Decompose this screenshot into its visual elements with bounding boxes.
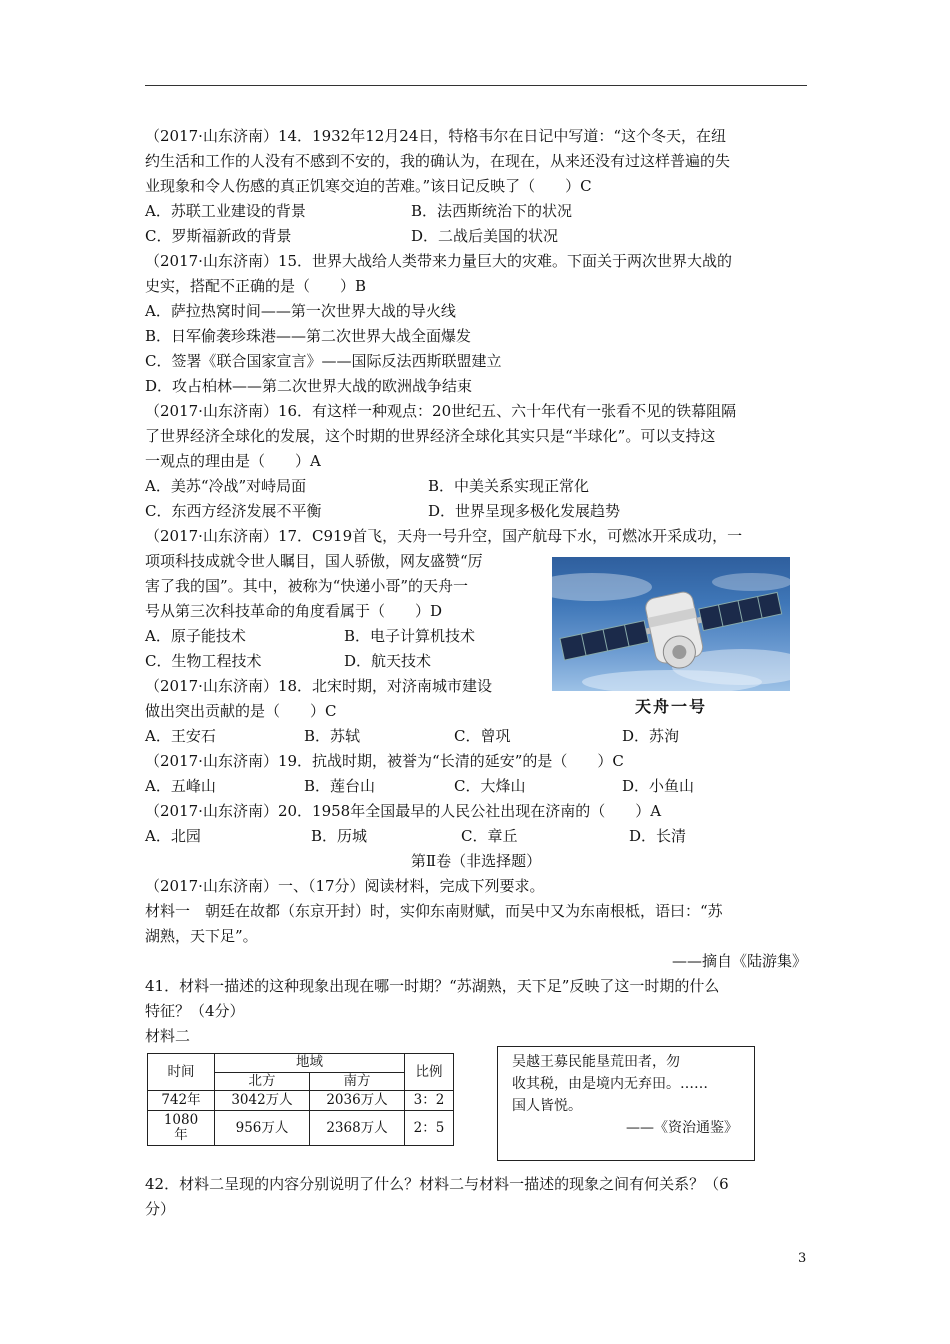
quote-source: ——《资治通鉴》 (626, 1120, 738, 1136)
table-cell-time: 742年 (148, 1091, 215, 1111)
q42-line1: 42．材料二呈现的内容分别说明了什么？材料二与材料一描述的现象之间有何关系？（6 (145, 1175, 729, 1193)
q17-stem-line3: 害了我的国”。其中，被称为“快递小哥”的天舟一 (145, 577, 469, 595)
q18-option-a: A．王安石 (145, 727, 216, 745)
q18-option-d: D．苏洵 (622, 727, 680, 745)
table-cell-ratio: 3：2 (405, 1091, 454, 1111)
table-cell-time-a: 1080 (163, 1112, 199, 1128)
q14-option-a: A．苏联工业建设的背景 (145, 202, 306, 220)
q15-option-c: C．签署《联合国家宣言》——国际反法西斯联盟建立 (145, 352, 502, 370)
q17-option-d: D．航天技术 (344, 652, 432, 670)
table-cell-time-b: 年 (174, 1127, 188, 1143)
q16-stem-line3: 一观点的理由是（ ）A (145, 452, 321, 470)
q14-stem-line1: （2017·山东济南）14．1932年12月24日，特格韦尔在日记中写道：“这个冬天，在纽 (145, 127, 727, 145)
q19-option-b: B．莲台山 (304, 777, 376, 795)
q15-option-d: D．攻占柏林——第二次世界大战的欧洲战争结束 (145, 377, 473, 395)
q16-option-a: A．美苏“冷战”对峙局面 (145, 477, 307, 495)
q19-stem-line1: （2017·山东济南）19．抗战时期，被誉为“长清的延安”的是（ ）C (145, 752, 624, 770)
q16-option-c: C．东西方经济发展不平衡 (145, 502, 322, 520)
q20-option-c: C．章丘 (461, 827, 518, 845)
table-header-time: 时间 (148, 1054, 215, 1091)
table-cell-north: 956万人 (215, 1111, 310, 1146)
q14-stem-line2: 约生活和工作的人没有不感到不安的，我的确认为，在现在，从来还没有过这样普遍的失 (145, 152, 731, 170)
q17-option-a: A．原子能技术 (145, 627, 246, 645)
q41-line1: 41．材料一描述的这种现象出现在哪一时期？“苏湖熟，天下足”反映了这一时期的什么 (145, 977, 720, 995)
table-row (148, 1091, 454, 1111)
q15-stem-line1: （2017·山东济南）15．世界大战给人类带来力量巨大的灾难。下面关于两次世界大战的 (145, 252, 733, 270)
part2-heading: 第Ⅱ卷（非选择题） (410, 852, 542, 870)
q20-option-d: D．长清 (629, 827, 687, 845)
q15-option-a: A．萨拉热窝时间——第一次世界大战的导火线 (145, 302, 456, 320)
q19-option-d: D．小鱼山 (622, 777, 695, 795)
quote-line1: 吴越王募民能垦荒田者，勿 (512, 1054, 680, 1070)
quote-box (497, 1046, 755, 1161)
section1-heading: （2017·山东济南）一、（17分）阅读材料，完成下列要求。 (145, 877, 545, 895)
q18-option-c: C．曾巩 (454, 727, 511, 745)
material1-line2: 湖熟，天下足”。 (145, 927, 258, 945)
material1-line1: 材料一 朝廷在故都（东京开封）时，实仰东南财赋，而吴中又为东南根柢，语曰：“苏 (145, 902, 723, 920)
q16-stem-line1: （2017·山东济南）16．有这样一种观点：20世纪五、六十年代有一张看不见的铁幕阻隔 (145, 402, 737, 420)
table-cell-time (148, 1111, 215, 1146)
population-table (147, 1053, 454, 1146)
q17-stem-line4: 号从第三次科技革命的角度看属于（ ）D (145, 602, 443, 620)
satellite-icon (552, 557, 790, 691)
q41-line2: 特征？（4分） (145, 1002, 245, 1020)
quote-line3: 国人皆悦。 (512, 1098, 582, 1114)
q20-stem-line1: （2017·山东济南）20．1958年全国最早的人民公社出现在济南的（ ）A (145, 802, 662, 820)
q19-option-a: A．五峰山 (145, 777, 216, 795)
q17-stem-line1: （2017·山东济南）17．C919首飞，天舟一号升空，国产航母下水，可燃冰开采成功，一 (145, 527, 743, 545)
table-header-ratio: 比例 (405, 1054, 454, 1091)
tianzhou-satellite-image (552, 557, 790, 691)
page-number: 3 (798, 1251, 807, 1266)
q20-option-b: B．历城 (311, 827, 368, 845)
q15-option-b: B．日军偷袭珍珠港——第二次世界大战全面爆发 (145, 327, 472, 345)
header-rule (145, 85, 807, 86)
q19-option-c: C．大烽山 (454, 777, 526, 795)
q14-stem-line3: 业现象和令人伤感的真正饥寒交迫的苦难。”该日记反映了（ ）C (145, 177, 592, 195)
q17-stem-line2: 项项科技成就令世人瞩目，国人骄傲，网友盛赞“厉 (145, 552, 483, 570)
q14-option-c: C．罗斯福新政的背景 (145, 227, 292, 245)
q16-option-d: D．世界呈现多极化发展趋势 (428, 502, 621, 520)
table-header-south: 南方 (310, 1072, 405, 1091)
image-caption: 天舟一号 (634, 697, 707, 716)
q17-option-b: B．电子计算机技术 (344, 627, 476, 645)
quote-line2: 收其税，由是境内无弃田。…… (512, 1076, 708, 1092)
q14-option-b: B．法西斯统治下的状况 (411, 202, 573, 220)
material2-label: 材料二 (145, 1027, 191, 1045)
material1-source: ——摘自《陆游集》 (671, 952, 807, 970)
q16-stem-line2: 了世界经济全球化的发展，这个时期的世界经济全球化其实只是“半球化”。可以支持这 (145, 427, 716, 445)
table-cell-south: 2368万人 (310, 1111, 405, 1146)
table-cell-ratio: 2：5 (405, 1111, 454, 1146)
q18-option-b: B．苏轼 (304, 727, 361, 745)
q20-option-a: A．北园 (145, 827, 201, 845)
table-row (148, 1111, 454, 1146)
q17-option-c: C．生物工程技术 (145, 652, 262, 670)
table-cell-south: 2036万人 (310, 1091, 405, 1111)
q18-stem-line1: （2017·山东济南）18．北宋时期，对济南城市建设 (145, 677, 493, 695)
q14-option-d: D．二战后美国的状况 (411, 227, 559, 245)
q18-stem-line2: 做出突出贡献的是（ ）C (145, 702, 337, 720)
q15-stem-line2: 史实，搭配不正确的是（ ）B (145, 277, 367, 295)
table-header-north: 北方 (215, 1072, 310, 1091)
table-header-region: 地域 (215, 1054, 405, 1073)
q42-line2: 分） (145, 1200, 176, 1218)
table-cell-north: 3042万人 (215, 1091, 310, 1111)
q16-option-b: B．中美关系实现正常化 (428, 477, 590, 495)
